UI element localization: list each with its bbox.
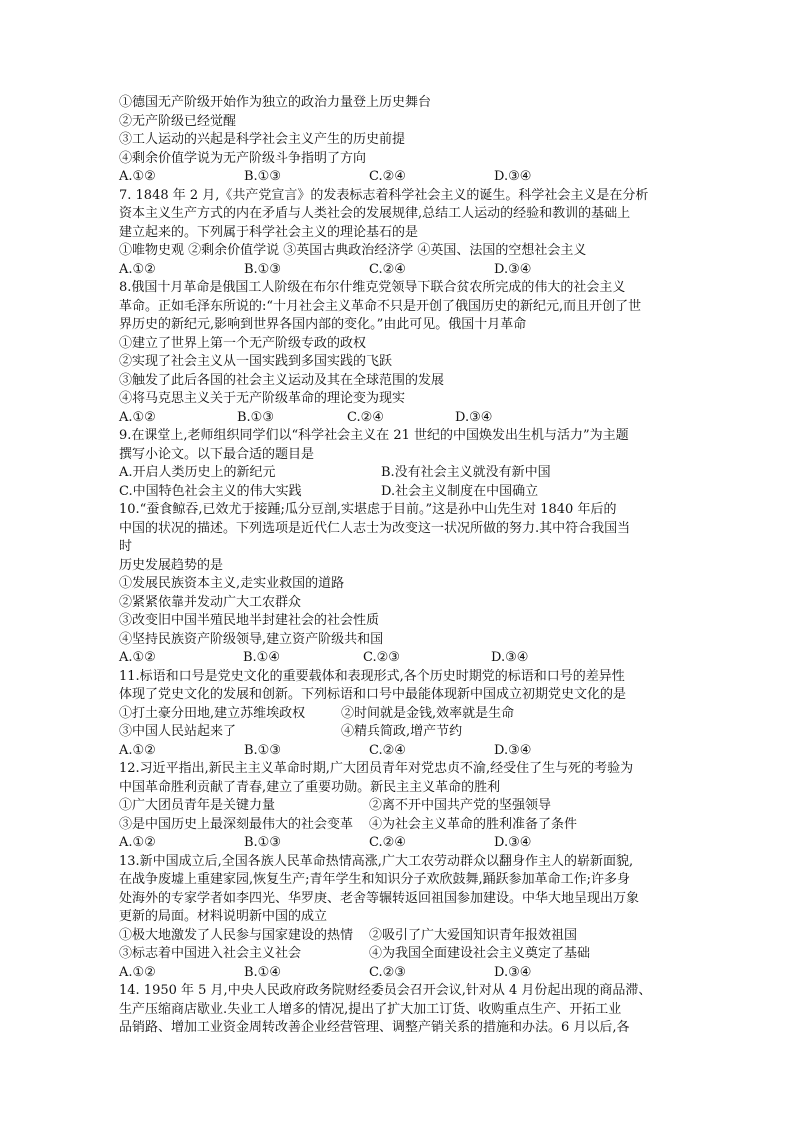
q10-item-4: ④坚持民族资产阶级领导,建立资产阶级共和国 (119, 631, 384, 647)
q8-item-4: ④将马克思主义关于无产阶级革命的理论变为现实 (119, 391, 406, 406)
q12-stem-line-1: 12.习近平指出,新民主主义革命时期,广大团员青年对党忠贞不渝,经受住了生与死的考验为 (119, 761, 634, 776)
q8-option-d: D.③④ (455, 409, 493, 425)
q7-option-d: D.③④ (494, 261, 532, 277)
q12-items-row-1 (119, 797, 679, 816)
q13-option-d: D.③④ (494, 964, 532, 980)
q8-option-c: C.②④ (347, 409, 384, 425)
q12-item-2: ②离不开中国共产党的坚强领导 (369, 798, 552, 813)
q13-stem-line-3: 处海外的专家学者如李四光、华罗庚、老舍等辗转返回祖国参加建设。中华大地呈现出万象 (119, 890, 640, 906)
q11-options (119, 742, 679, 761)
q13-option-c: C.②③ (369, 964, 406, 980)
q11-stem-line-2: 体现了党史文化的发展和创新。下列标语和口号中最能体现新中国成立初期党史文化的是 (119, 687, 627, 702)
q7-stem-line-3: 建立起来的。下列属于科学社会主义的理论基石的是 (119, 224, 419, 240)
q13-item-2: ②吸引了广大爱国知识青年报效祖国 (369, 927, 578, 943)
q10-option-c: C.②③ (363, 650, 400, 665)
q12-item-3: ③是中国历史上最深刻最伟大的社会变革 (119, 816, 354, 832)
q12-option-a: A.①② (119, 835, 156, 850)
q8-options (119, 409, 679, 428)
q10-option-a: A.①② (119, 650, 156, 665)
q9-option-b: B.没有社会主义就没有新中国 (381, 465, 551, 480)
q11-item-4: ④精兵简政,增产节约 (341, 724, 463, 739)
q12-option-d: D.③④ (494, 835, 532, 850)
q13-option-b: B.①④ (244, 964, 281, 980)
q13-option-a: A.①② (119, 964, 156, 980)
question-14 (119, 982, 679, 1038)
exam-page (119, 94, 679, 1038)
q9-stem-line-2: 撰写小论文。以下最合适的题目是 (119, 446, 315, 462)
q13-stem-line-1: 13.新中国成立后,全国各族人民革命热情高涨,广大工农劳动群众以翻身作主人的崭新面貌, (119, 853, 634, 869)
q9-options-row-1 (119, 464, 679, 483)
q10-item-2: ②紧紧依靠并发动广大工农群众 (119, 594, 302, 610)
q10-options (119, 649, 679, 668)
q6-options (119, 168, 679, 187)
q7-option-b: B.①③ (244, 261, 281, 277)
q10-item-3: ③改变旧中国半殖民地半封建社会的社会性质 (119, 613, 380, 628)
q13-item-1: ①极大地激发了人民参与国家建设的热情 (119, 927, 354, 943)
q8-option-b: B.①③ (237, 409, 274, 425)
q10-option-d: D.③④ (491, 650, 529, 665)
q12-item-4: ④为社会主义革命的胜利准备了条件 (369, 816, 578, 832)
q7-stem-line-2: 资本主义生产方式的内在矛盾与人类社会的发展规律,总结工人运动的经验和教训的基础上 (119, 206, 631, 221)
q10-item-1: ①发展民族资本主义,走实业救国的道路 (119, 576, 345, 591)
question-7 (119, 187, 679, 280)
q13-stem-line-2: 在战争废墟上重建家园,恢复生产;青年学生和知识分子欢欣鼓舞,踊跃参加革命工作;许多身 (119, 872, 631, 887)
q6-item-4: ④剩余价值学说为无产阶级斗争指明了方向 (119, 150, 367, 166)
q11-option-d: D.③④ (494, 742, 532, 758)
q11-option-c: C.②④ (369, 742, 406, 758)
q6-option-b: B.①③ (244, 169, 281, 184)
q9-options-row-2 (119, 483, 679, 502)
q11-option-b: B.①③ (244, 742, 281, 758)
q7-items: ①唯物史观 ②剩余价值学说 ③英国古典政治经济学 ④英国、法国的空想社会主义 (119, 243, 587, 258)
q8-option-a: A.①② (119, 409, 156, 425)
q14-stem-line-1: 14. 1950 年 5 月,中央人民政府政务院财经委员会召开会议,针对从 4 月份起出现的商品滞、 (119, 983, 652, 998)
q11-items-row-1 (119, 705, 679, 724)
question-12 (119, 760, 679, 853)
q12-option-b: B.①③ (244, 835, 281, 850)
q9-option-a: A.开启人类历史上的新纪元 (119, 465, 276, 480)
q8-item-3: ③触发了此后各国的社会主义运动及其在全球范围的发展 (119, 372, 445, 388)
q12-item-1: ①广大团员青年是关键力量 (119, 798, 276, 813)
q6-option-d: D.③④ (494, 169, 532, 184)
q11-item-2: ②时间就是金钱,效率就是生命 (341, 705, 515, 721)
q13-options (119, 964, 679, 983)
q10-stem-line-1: 10.“蚕食鲸吞,已效尤于接踵;瓜分豆剖,实堪虑于目前。”这是孙中山先生对 1840 年后的 (119, 502, 617, 517)
question-13 (119, 853, 679, 983)
question-9 (119, 427, 679, 501)
q12-items-row-2 (119, 816, 679, 835)
q7-stem-line-1: 7. 1848 年 2 月,《共产党宣言》的发表标志着科学社会主义的诞生。科学社会主义是在分析 (119, 187, 649, 203)
q7-option-c: C.②④ (369, 261, 406, 277)
q6-option-c: C.②④ (369, 169, 406, 184)
q12-stem-line-2: 中国革命胜利贡献了青春,建立了重要功勋。新民主主义革命的胜利 (119, 779, 501, 795)
q14-stem-line-2: 生产压缩商店歇业.失业工人增多的情况,提出了扩大加工订货、收购重点生产、开拓工业 (119, 1001, 622, 1017)
q10-option-b: B.①④ (243, 650, 280, 665)
q9-option-d: D.社会主义制度在中国确立 (381, 483, 539, 499)
q9-option-c: C.中国特色社会主义的伟大实践 (119, 483, 302, 499)
q11-item-3: ③中国人民站起来了 (119, 724, 237, 739)
q9-stem-line-1: 9.在课堂上,老师组织同学们以“科学社会主义在 21 世纪的中国焕发出生机与活力”为主题 (119, 428, 629, 443)
q7-option-a: A.①② (119, 261, 156, 277)
q6-item-3: ③工人运动的兴起是科学社会主义产生的历史前提 (119, 132, 406, 147)
q10-stem-line-2: 中国的状况的描述。下列选项是近代仁人志士为改变这一状况所做的努力.其中符合我国当 (119, 520, 631, 536)
q14-stem-line-3: 品销路、增加工业资金周转改善企业经营管理、调整产销关系的措施和办法。6 月以后,各 (119, 1020, 630, 1035)
q13-item-4: ④为我国全面建设社会主义奠定了基础 (369, 946, 591, 961)
q12-option-c: C.②④ (369, 835, 406, 850)
question-10 (119, 501, 679, 668)
question-6-items (119, 94, 679, 168)
q13-items-row-2 (119, 945, 679, 964)
q6-item-2: ②无产阶级已经觉醒 (119, 113, 237, 129)
question-8 (119, 279, 679, 427)
q11-option-a: A.①② (119, 742, 156, 758)
q6-option-a: A.①② (119, 169, 156, 184)
q12-options (119, 834, 679, 853)
q8-item-1: ①建立了世界上第一个无产阶级专政的政权 (119, 335, 367, 351)
q11-items-row-2 (119, 723, 679, 742)
q11-stem-line-1: 11.标语和口号是党史文化的重要载体和表现形式,各个历史时期党的标语和口号的差异性 (119, 668, 625, 684)
q8-stem-line-3: 界历史的新纪元,影响到世界各国内部的变化。”由此可见。俄国十月革命 (119, 317, 527, 332)
q6-item-1: ①德国无产阶级开始作为独立的政治力量登上历史舞台 (119, 95, 432, 110)
q10-stem-line-3: 时 (119, 539, 133, 554)
q10-stem-line-4: 历史发展趋势的是 (119, 557, 224, 573)
q11-item-1: ①打土豪分田地,建立苏维埃政权 (119, 705, 306, 721)
q8-stem-line-1: 8.俄国十月革命是俄国工人阶级在布尔什维克党领导下联合贫农所完成的伟大的社会主义 (119, 280, 626, 295)
q8-item-2: ②实现了社会主义从一国实践到多国实践的飞跃 (119, 354, 393, 369)
q13-items-row-1 (119, 927, 679, 946)
question-11 (119, 668, 679, 761)
q13-stem-line-4: 更新的局面。材料说明新中国的成立 (119, 909, 328, 924)
q7-options (119, 261, 679, 280)
q13-item-3: ③标志着中国进入社会主义社会 (119, 946, 302, 961)
q8-stem-line-2: 革命。正如毛泽东所说的:“十月社会主义革命不只是开创了俄国历史的新纪元,而且开创了世 (119, 298, 642, 314)
